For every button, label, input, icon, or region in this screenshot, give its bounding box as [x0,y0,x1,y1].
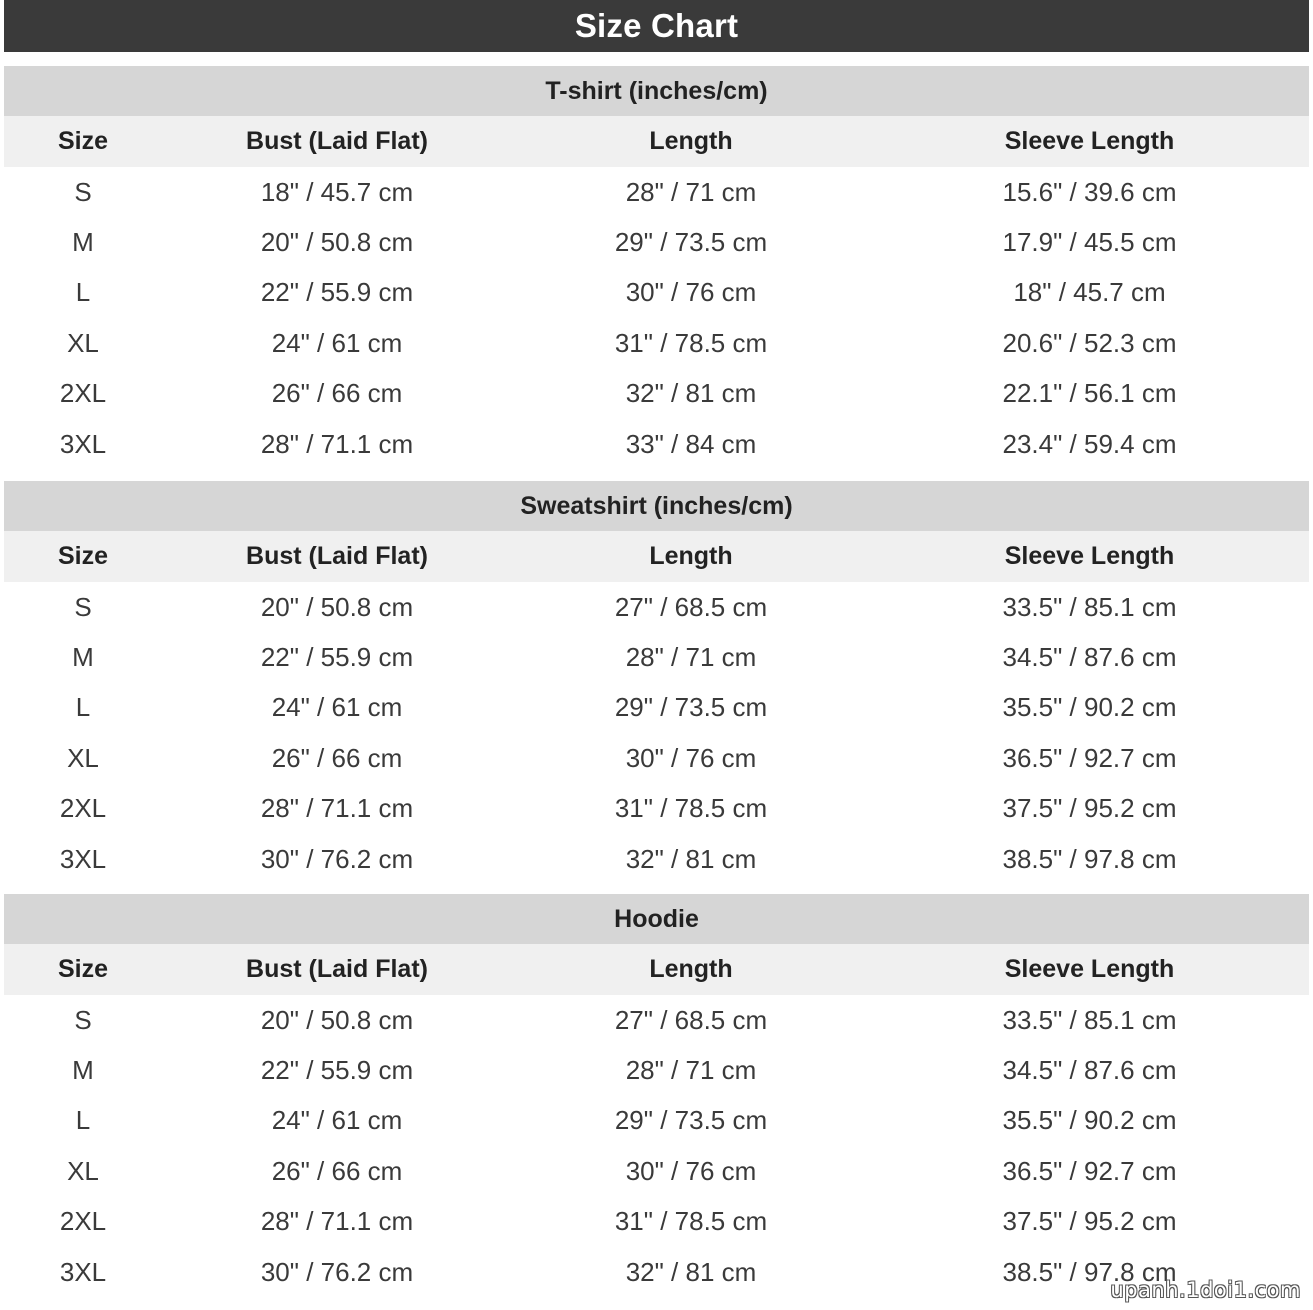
cell-bust: 22" / 55.9 cm [260,642,414,673]
column-header-sleeve-length: Sleeve Length [1004,542,1175,570]
table-row [4,995,1309,1045]
cell-sleeve-length: 38.5" / 97.8 cm [1002,1256,1177,1287]
table-row [4,167,1309,217]
cell-size: XL [67,1155,99,1186]
cell-sleeve-length: 37.5" / 95.2 cm [1002,793,1177,824]
table-row [4,1045,1309,1095]
cell-sleeve-length: 23.4" / 59.4 cm [1002,428,1177,459]
section-title: Sweatshirt (inches/cm) [4,481,1309,531]
cell-length: 30" / 76 cm [625,1155,757,1186]
cell-length: 31" / 78.5 cm [614,793,768,824]
cell-sleeve-length: 36.5" / 92.7 cm [1002,742,1177,773]
section-title: Hoodie [4,894,1309,944]
cell-size: 3XL [59,843,107,874]
cell-sleeve-length: 34.5" / 87.6 cm [1002,642,1177,673]
table-row [4,733,1309,783]
cell-sleeve-length: 38.5" / 97.8 cm [1002,843,1177,874]
column-header-sleeve-length: Sleeve Length [1004,127,1175,155]
cell-bust: 20" / 50.8 cm [260,591,414,622]
cell-bust: 24" / 61 cm [271,1105,403,1136]
cell-length: 28" / 71 cm [625,642,757,673]
column-header-bust: Bust (Laid Flat) [246,127,428,155]
cell-bust: 20" / 50.8 cm [260,227,414,258]
table-row [4,318,1309,368]
cell-size: L [75,277,91,308]
cell-size: L [75,692,91,723]
column-header-length: Length [649,955,733,983]
size-table-hoodie [4,894,1309,1297]
cell-sleeve-length: 37.5" / 95.2 cm [1002,1206,1177,1237]
cell-size: 2XL [59,1206,107,1237]
table-row [4,1197,1309,1247]
cell-length: 30" / 76 cm [625,277,757,308]
cell-bust: 28" / 71.1 cm [260,428,414,459]
cell-length: 31" / 78.5 cm [614,1206,768,1237]
cell-size: M [72,642,94,673]
table-row [4,632,1309,682]
size-table-sweatshirt [4,481,1309,884]
cell-size: XL [67,742,99,773]
cell-bust: 30" / 76.2 cm [260,1256,414,1287]
cell-bust: 24" / 61 cm [271,327,403,358]
cell-bust: 20" / 50.8 cm [260,1004,414,1035]
column-header-bust: Bust (Laid Flat) [246,955,428,983]
column-header-bust: Bust (Laid Flat) [246,542,428,570]
cell-sleeve-length: 36.5" / 92.7 cm [1002,1155,1177,1186]
cell-sleeve-length: 20.6" / 52.3 cm [1002,327,1177,358]
table-header-row [4,531,1309,582]
page-title: Size Chart [4,0,1309,52]
table-header-row [4,944,1309,995]
cell-length: 28" / 71 cm [625,1055,757,1086]
cell-length: 31" / 78.5 cm [614,327,768,358]
table-row [4,834,1309,884]
table-row [4,1146,1309,1196]
cell-size: M [72,1055,94,1086]
table-row [4,1096,1309,1146]
table-row [4,419,1309,469]
table-row [4,784,1309,834]
watermark: upanh.1doi1.com [1110,1278,1301,1302]
cell-length: 29" / 73.5 cm [614,692,768,723]
cell-bust: 26" / 66 cm [271,742,403,773]
cell-sleeve-length: 35.5" / 90.2 cm [1002,1105,1177,1136]
cell-bust: 22" / 55.9 cm [260,1055,414,1086]
cell-bust: 24" / 61 cm [271,692,403,723]
section-title: T-shirt (inches/cm) [4,66,1309,116]
cell-bust: 26" / 66 cm [271,1155,403,1186]
cell-length: 29" / 73.5 cm [614,1105,768,1136]
cell-bust: 18" / 45.7 cm [260,176,414,207]
column-header-sleeve-length: Sleeve Length [1004,955,1175,983]
cell-length: 32" / 81 cm [625,1256,757,1287]
cell-bust: 26" / 66 cm [271,378,403,409]
cell-length: 30" / 76 cm [625,742,757,773]
cell-size: 2XL [59,378,107,409]
cell-bust: 30" / 76.2 cm [260,843,414,874]
size-table-tshirt [4,66,1309,469]
cell-length: 27" / 68.5 cm [614,1004,768,1035]
cell-length: 27" / 68.5 cm [614,591,768,622]
column-header-size: Size [57,542,109,570]
cell-bust: 28" / 71.1 cm [260,793,414,824]
cell-sleeve-length: 33.5" / 85.1 cm [1002,1004,1177,1035]
column-header-size: Size [57,127,109,155]
cell-size: 3XL [59,1256,107,1287]
column-header-length: Length [649,542,733,570]
cell-size: 3XL [59,428,107,459]
cell-sleeve-length: 17.9" / 45.5 cm [1002,227,1177,258]
column-header-length: Length [649,127,733,155]
table-row [4,217,1309,267]
cell-size: M [72,227,94,258]
cell-size: L [75,1105,91,1136]
cell-size: S [74,176,92,207]
table-row [4,582,1309,632]
table-row [4,369,1309,419]
cell-size: S [74,1004,92,1035]
cell-length: 33" / 84 cm [625,428,757,459]
cell-sleeve-length: 35.5" / 90.2 cm [1002,692,1177,723]
cell-length: 29" / 73.5 cm [614,227,768,258]
cell-sleeve-length: 22.1" / 56.1 cm [1002,378,1177,409]
cell-length: 32" / 81 cm [625,378,757,409]
cell-bust: 22" / 55.9 cm [260,277,414,308]
cell-sleeve-length: 18" / 45.7 cm [1013,277,1166,308]
table-header-row [4,116,1309,167]
cell-bust: 28" / 71.1 cm [260,1206,414,1237]
table-row [4,683,1309,733]
cell-sleeve-length: 33.5" / 85.1 cm [1002,591,1177,622]
cell-size: XL [67,327,99,358]
cell-size: S [74,591,92,622]
cell-length: 28" / 71 cm [625,176,757,207]
cell-length: 32" / 81 cm [625,843,757,874]
column-header-size: Size [57,955,109,983]
cell-size: 2XL [59,793,107,824]
cell-sleeve-length: 15.6" / 39.6 cm [1002,176,1177,207]
table-row [4,268,1309,318]
cell-sleeve-length: 34.5" / 87.6 cm [1002,1055,1177,1086]
